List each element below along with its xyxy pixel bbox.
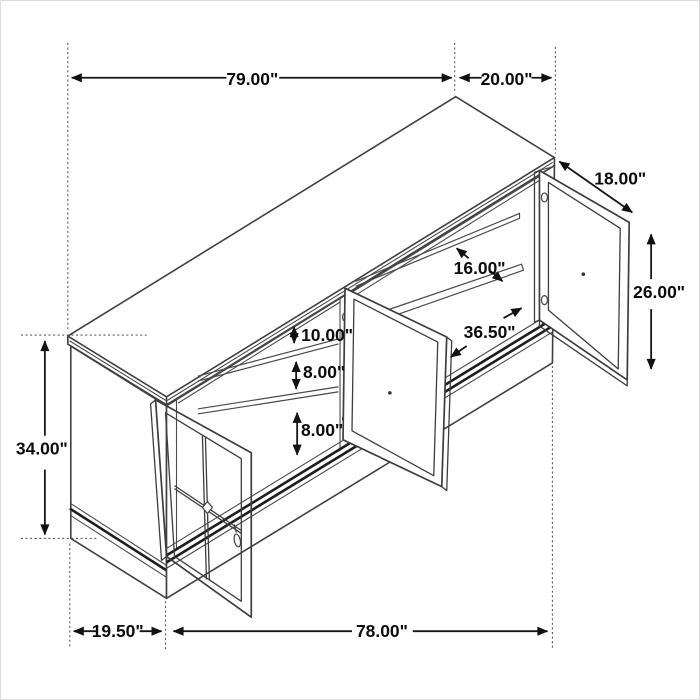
cabinet-drawing [68, 97, 629, 618]
dimension-label: 19.50" [91, 621, 144, 642]
dimension-label: 8.00" [302, 361, 346, 382]
dimension-top-depth [460, 69, 552, 89]
dimension-upper-shelf-gap [294, 325, 353, 345]
dimension-label: 78.00" [355, 621, 408, 642]
dimension-label: 34.00" [15, 438, 68, 459]
dimension-label: 36.50" [463, 322, 516, 343]
dimension-label: 8.00" [300, 419, 344, 440]
dimension-top-length [72, 69, 452, 89]
dimension-label: 79.00" [226, 68, 279, 89]
hinge-icon [541, 296, 547, 305]
dimension-label: 26.00" [633, 282, 686, 303]
dimension-side-depth [74, 621, 162, 641]
hinge-icon [541, 193, 547, 202]
dimension-label: 10.00" [301, 325, 354, 346]
dimension-body-length [174, 621, 548, 641]
dimension-label: 20.00" [480, 68, 533, 89]
dimension-overall-height [16, 341, 68, 534]
dimension-door-height [633, 234, 685, 369]
door-knob [582, 272, 586, 276]
door-knob [388, 391, 392, 395]
dimension-label: 18.00" [594, 168, 647, 189]
dimension-label: 16.00" [453, 258, 506, 279]
